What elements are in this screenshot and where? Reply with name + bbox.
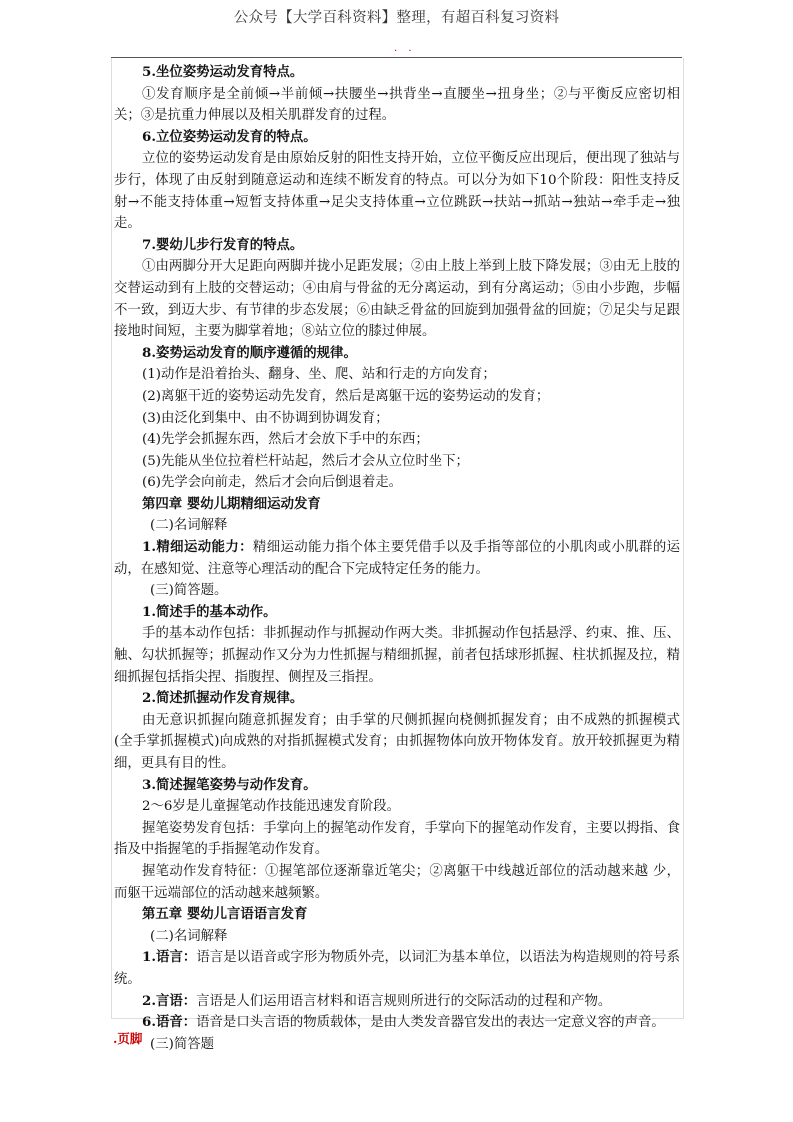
paragraph: ①发育顺序是全前倾→半前倾→扶腰坐→拱背坐→直腰坐→扭身坐；②与平衡反应密切相关；③是抗重力伸展以及相关肌群发育的过程。	[114, 86, 680, 124]
definition	[114, 1012, 680, 1034]
definition-term: 2.言语：	[142, 992, 197, 1009]
subsection-label: (三)简答题。	[150, 583, 228, 599]
section-heading: 5.坐位姿势运动发育特点。	[142, 64, 304, 80]
header-dots: · ·	[394, 46, 416, 57]
chapter-heading: 第四章 婴幼儿期精细运动发育	[142, 495, 321, 512]
section-heading: 3.简述握笔姿势与动作发育。	[142, 776, 317, 793]
subsection-label: (三)简答题	[150, 1036, 215, 1052]
section-heading: 2.简述抓握动作发育规律。	[142, 690, 304, 707]
definition-text: 语言是以语音或字形为物质外壳，以词汇为基本单位，以语法为构造规则的符号系统。	[114, 950, 681, 987]
paragraph: 立位的姿势运动发育是由原始反射的阳性支持开始，立位平衡反应出现后，便出现了独站与步行，体现了由反射到随意运动和连续不断发育的特点。可以分为如下10个阶段：阳性支持反射→不能支持体重→短暂支持体重→足尖支持体重→立位跳跃→扶站→抓站→独站→牵手走→独走。	[114, 151, 680, 232]
paragraph: 握笔姿势发育包括：手掌向上的握笔动作发育，手掌向下的握笔动作发育，主要以拇指、食指及中指握笔的手指握笔动作发育。	[114, 820, 680, 858]
page-footer: .页脚	[113, 1031, 143, 1046]
list-item: (5)先能从坐位拉着栏杆站起，然后才会从立位时坐下；	[142, 453, 469, 469]
definition-term: 1.精细运动能力：	[142, 539, 253, 556]
subsection-label: (二)名词解释	[150, 928, 228, 944]
paragraph: 由无意识抓握向随意抓握发育；由手掌的尺侧抓握向桡侧抓握发育；由不成熟的抓握模式(全手掌抓握模式)向成熟的对指抓握模式发育；由抓握物体向放开物体发育。放开较抓握更为精细，更具有目的性。	[114, 712, 680, 771]
section-heading: 6.立位姿势运动发育的特点。	[142, 128, 317, 145]
paragraph: 手的基本动作包括：非抓握动作与抓握动作两大类。非抓握动作包括悬浮、约束、推、压、触、勾状抓握等；抓握动作又分为力性抓握与精细抓握，前者包括球形抓握、柱状抓握及拉，精细抓握包括指尖捏、指腹捏、侧捏及三指捏。	[114, 626, 680, 685]
paragraph: ①由两脚分开大足距向两脚并拢小足距发展；②由上肢上举到上肢下降发展；③由无上肢的交替运动到有上肢的交替运动；④由肩与骨盆的无分离运动，到有分离运动；⑤由小步跑，步幅不一致，到迈大步、有节律的步态发展；⑥由缺乏骨盆的回旋到加强骨盆的回旋；⑦足尖与足跟接地时间短，主要为脚掌着地；⑧站立位的膝过伸展。	[114, 259, 680, 340]
list-item: (1)动作是沿着抬头、翻身、坐、爬、站和行走的方向发育；	[142, 367, 496, 383]
definition-text: 精细运动能力指个体主要凭借手以及手指等部位的小肌肉或小肌群的运动，在感知觉、注意等心理活动的配合下完成特定任务的能力。	[114, 540, 681, 577]
definition	[114, 947, 680, 990]
list-item: (3)由泛化到集中、由不协调到协调发育；	[142, 410, 389, 426]
document-body	[114, 62, 680, 1055]
section-heading: 8.姿势运动发育的顺序遵循的规律。	[142, 344, 357, 361]
paragraph: 2～6岁是儿童握笔动作技能迅速发育阶段。	[142, 799, 401, 815]
list-item: (4)先学会抓握东西，然后才会放下手中的东西；	[142, 432, 429, 448]
definition-text: 言语是人们运用语言材料和语言规则所进行的交际活动的过程和产物。	[196, 993, 612, 1009]
definition	[114, 537, 680, 580]
section-heading: 7.婴幼儿步行发育的特点。	[142, 236, 304, 253]
section-heading: 1.简述手的基本动作。	[142, 603, 277, 620]
subsection-label: (二)名词解释	[150, 518, 228, 534]
list-item: (2)离躯干近的姿势运动先发育，然后是离躯干远的姿势运动的发育；	[142, 388, 550, 404]
definition-term: 6.语音：	[142, 1014, 197, 1031]
paragraph: 握笔动作发育特征：①握笔部位逐渐靠近笔尖；②离躯干中线越近部位的活动越来越 少，而躯干远端部位的活动越来越频繁。	[114, 863, 680, 901]
chapter-heading: 第五章 婴幼儿言语语言发育	[142, 906, 308, 923]
definition	[114, 991, 680, 1013]
definition-text: 语音是口头言语的物质载体，是由人类发音器官发出的表达一定意义容的声音。	[196, 1015, 665, 1031]
definition-term: 1.语言：	[142, 949, 197, 966]
page-header: 公众号【大学百科资料】整理，有超百科复习资料	[233, 10, 560, 26]
list-item: (6)先学会向前走，然后才会向后倒退着走。	[142, 475, 402, 491]
